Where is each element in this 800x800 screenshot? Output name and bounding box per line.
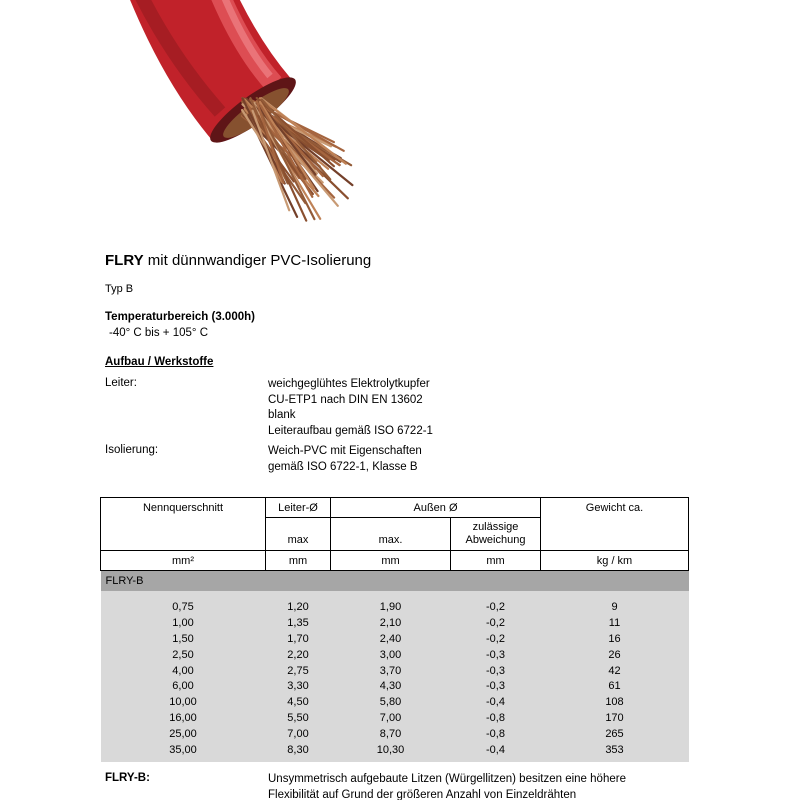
table-row — [101, 663, 689, 679]
unit-mm-leiter: mm — [266, 551, 331, 571]
unit-kg-km: kg / km — [541, 551, 689, 571]
table-cell: 4,30 — [331, 678, 451, 694]
sub-header-leiter-max: max — [266, 518, 331, 551]
text-line: Flexibilität auf Grund der größeren Anzahl von Einzeldrähten — [268, 788, 577, 800]
table-row — [101, 647, 689, 663]
table-cell: 6,00 — [101, 678, 266, 694]
table-cell: 7,00 — [331, 710, 451, 726]
table-cell: 353 — [541, 742, 689, 758]
text-line: CU-ETP1 nach DIN EN 13602 — [268, 393, 423, 406]
table-cell: -0,8 — [451, 710, 541, 726]
unit-mm-aussen: mm — [331, 551, 451, 571]
table-cell: 61 — [541, 678, 689, 694]
unit-mm-abweichung: mm — [451, 551, 541, 571]
table-cell: 2,75 — [266, 663, 331, 679]
table-spacer-top — [101, 591, 689, 600]
table-cell: 2,10 — [331, 615, 451, 631]
col-header-aussen-durchmesser: Außen Ø — [331, 498, 541, 518]
table-cell: -0,2 — [451, 631, 541, 647]
series-band-label: FLRY-B — [101, 571, 689, 591]
table-cell: -0,3 — [451, 678, 541, 694]
table-cell: 1,50 — [101, 631, 266, 647]
table-cell: 16 — [541, 631, 689, 647]
materials-heading: Aufbau / Werkstoffe — [105, 356, 214, 368]
table-cell: -0,2 — [451, 600, 541, 616]
type-label: Typ B — [105, 283, 134, 295]
table-cell: 11 — [541, 615, 689, 631]
table-cell: 42 — [541, 663, 689, 679]
table-cell: 8,70 — [331, 726, 451, 742]
table-cell: 170 — [541, 710, 689, 726]
title-description: mit dünnwandiger PVC-Isolierung — [147, 252, 372, 269]
table-row — [101, 694, 689, 710]
table-cell: 3,00 — [331, 647, 451, 663]
text-line: blank — [268, 409, 296, 421]
col-header-nennquerschnitt: Nennquerschnitt — [101, 498, 266, 551]
cable-photo — [0, 0, 500, 250]
table-cell: -0,3 — [451, 647, 541, 663]
table-cell: 4,00 — [101, 663, 266, 679]
table-cell: 8,30 — [266, 742, 331, 758]
copper-strands — [242, 98, 352, 221]
table-cell: 35,00 — [101, 742, 266, 758]
table-row — [101, 678, 689, 694]
table-cell: 1,35 — [266, 615, 331, 631]
sub-header-aussen-max: max. — [331, 518, 451, 551]
spec-table-header — [101, 498, 689, 571]
col-header-gewicht: Gewicht ca. — [541, 498, 689, 551]
table-spacer-bottom — [101, 757, 689, 762]
table-cell: 5,50 — [266, 710, 331, 726]
series-band-row — [101, 571, 689, 591]
table-cell: 5,80 — [331, 694, 451, 710]
isolierung-label: Isolierung: — [105, 444, 159, 456]
table-row — [101, 615, 689, 631]
table-cell: 26 — [541, 647, 689, 663]
text-line: gemäß ISO 6722-1, Klasse B — [268, 460, 418, 473]
table-cell: 16,00 — [101, 710, 266, 726]
table-cell: -0,4 — [451, 742, 541, 758]
page-title — [105, 252, 371, 269]
spec-table — [100, 497, 689, 762]
table-cell: 2,50 — [101, 647, 266, 663]
sub-header-abweichung: zulässige Abweichung — [451, 518, 541, 551]
table-row — [101, 710, 689, 726]
table-cell: 1,70 — [266, 631, 331, 647]
table-cell: 10,00 — [101, 694, 266, 710]
table-cell: 2,20 — [266, 647, 331, 663]
leiter-label: Leiter: — [105, 377, 137, 389]
table-cell: 108 — [541, 694, 689, 710]
title-product-name: FLRY — [105, 252, 144, 269]
table-cell: -0,2 — [451, 615, 541, 631]
spec-table-body — [101, 571, 689, 763]
table-row — [101, 600, 689, 616]
table-cell: 9 — [541, 600, 689, 616]
text-line: Unsymmetrisch aufgebaute Litzen (Würgellitzen) besitzen eine höhere — [268, 773, 626, 785]
isolierung-value — [268, 444, 422, 475]
col-header-leiter-durchmesser: Leiter-Ø — [266, 498, 331, 518]
footnote-label: FLRY-B: — [105, 772, 150, 784]
table-cell: 3,30 — [266, 678, 331, 694]
footnote-text — [268, 772, 626, 800]
table-cell: 10,30 — [331, 742, 451, 758]
temperature-heading: Temperaturbereich (3.000h) — [105, 311, 255, 323]
text-line: Weich-PVC mit Eigenschaften — [268, 445, 422, 457]
temperature-value: -40° C bis + 105° C — [109, 327, 209, 339]
table-row — [101, 726, 689, 742]
unit-mm2: mm² — [101, 551, 266, 571]
table-cell: 265 — [541, 726, 689, 742]
table-cell: 1,00 — [101, 615, 266, 631]
table-row — [101, 742, 689, 758]
table-cell: 3,70 — [331, 663, 451, 679]
text-line: weichgeglühtes Elektrolytkupfer — [268, 378, 430, 390]
table-cell: 1,90 — [331, 600, 451, 616]
table-cell: 4,50 — [266, 694, 331, 710]
table-cell: -0,8 — [451, 726, 541, 742]
table-row — [101, 631, 689, 647]
table-cell: -0,4 — [451, 694, 541, 710]
table-cell: 25,00 — [101, 726, 266, 742]
table-cell: 7,00 — [266, 726, 331, 742]
table-cell: 0,75 — [101, 600, 266, 616]
table-cell: 1,20 — [266, 600, 331, 616]
text-line: Leiteraufbau gemäß ISO 6722-1 — [268, 424, 433, 437]
table-cell: -0,3 — [451, 663, 541, 679]
table-cell: 2,40 — [331, 631, 451, 647]
leiter-value — [268, 377, 433, 439]
